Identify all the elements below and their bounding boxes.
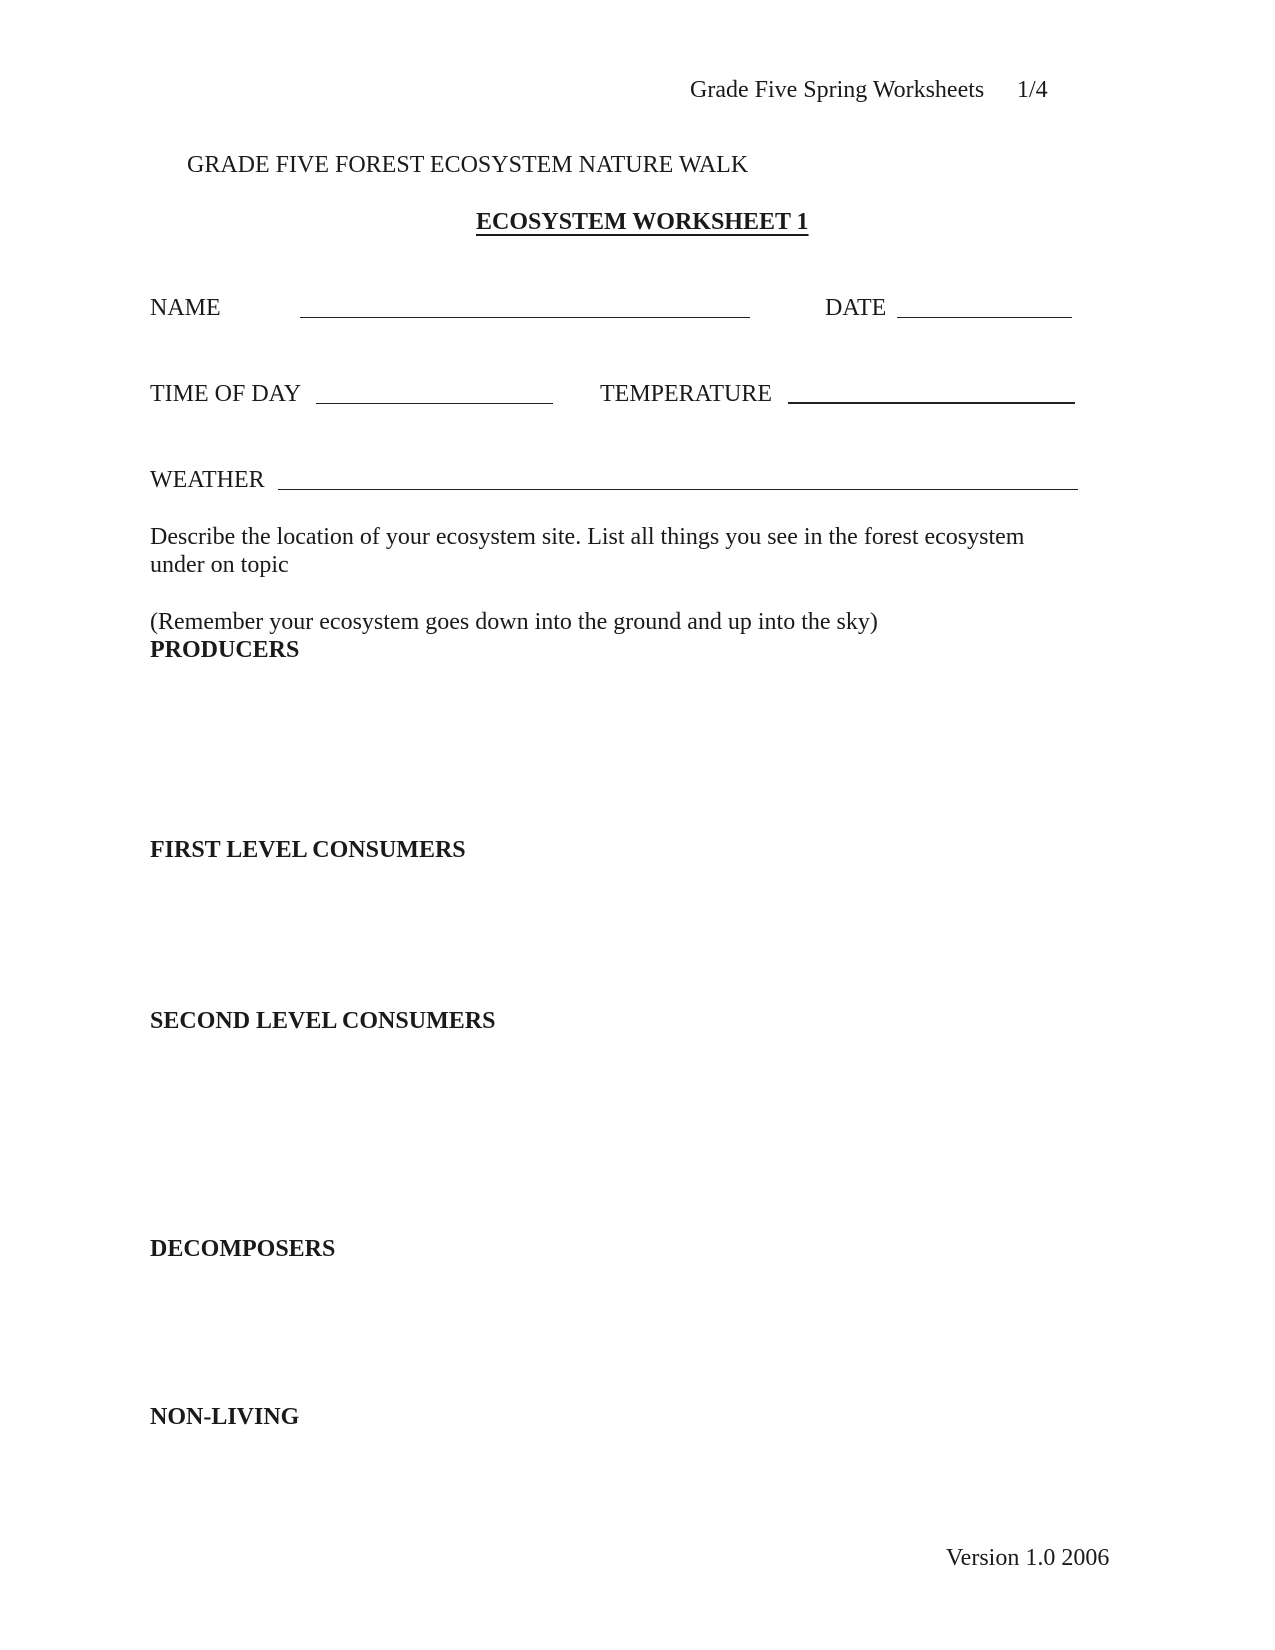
name-field[interactable] xyxy=(300,317,750,318)
section-second-level-consumers: SECOND LEVEL CONSUMERS xyxy=(150,1008,496,1034)
section-first-level-consumers: FIRST LEVEL CONSUMERS xyxy=(150,837,466,863)
date-field[interactable] xyxy=(897,317,1072,318)
temperature-label: TEMPERATURE xyxy=(600,381,773,407)
instructions-line-1: Describe the location of your ecosystem site. List all things you see in the forest ecosystem xyxy=(150,524,1025,550)
weather-label: WEATHER xyxy=(150,467,265,493)
instructions-line-2: under on topic xyxy=(150,552,289,578)
time-of-day-field[interactable] xyxy=(316,403,553,404)
name-label: NAME xyxy=(150,295,221,321)
section-producers: PRODUCERS xyxy=(150,637,300,663)
section-non-living: NON-LIVING xyxy=(150,1404,300,1430)
header-page-number: 1/4 xyxy=(1017,77,1048,103)
date-label: DATE xyxy=(825,295,887,321)
worksheet-subtitle: ECOSYSTEM WORKSHEET 1 xyxy=(476,209,809,235)
footer-version: Version 1.0 2006 xyxy=(946,1545,1110,1571)
header-series: Grade Five Spring Worksheets xyxy=(690,77,985,103)
page-title: GRADE FIVE FOREST ECOSYSTEM NATURE WALK xyxy=(187,152,749,178)
section-decomposers: DECOMPOSERS xyxy=(150,1236,336,1262)
weather-field[interactable] xyxy=(278,489,1078,490)
time-of-day-label: TIME OF DAY xyxy=(150,381,302,407)
instructions-reminder: (Remember your ecosystem goes down into the ground and up into the sky) xyxy=(150,609,878,635)
temperature-field[interactable] xyxy=(788,402,1075,404)
